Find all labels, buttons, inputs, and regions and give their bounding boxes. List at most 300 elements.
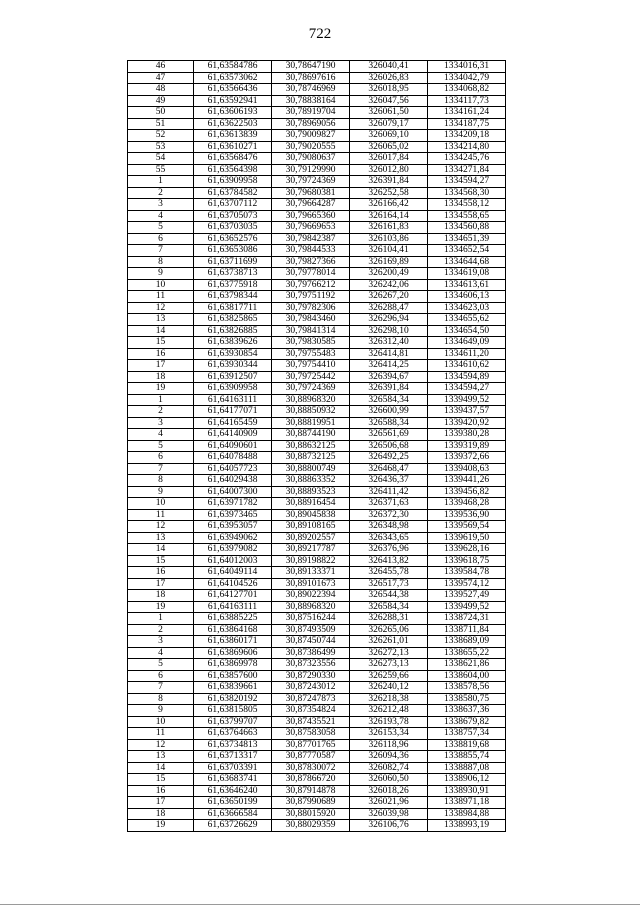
point-number-cell: 55 — [128, 164, 194, 176]
point-number-cell: 10 — [128, 716, 194, 728]
point-number-cell: 1 — [128, 176, 194, 188]
y-coordinate-cell: 1338930,91 — [428, 785, 506, 797]
x-coordinate-cell: 326082,74 — [350, 762, 428, 774]
longitude-cell: 30,79830585 — [272, 337, 350, 349]
x-coordinate-cell: 326103,86 — [350, 233, 428, 245]
point-number-cell: 6 — [128, 233, 194, 245]
point-number-cell: 15 — [128, 774, 194, 786]
point-number-cell: 47 — [128, 72, 194, 84]
latitude-cell: 61,63584786 — [194, 61, 272, 73]
longitude-cell: 30,78919704 — [272, 107, 350, 119]
x-coordinate-cell: 326018,95 — [350, 84, 428, 96]
table-row — [128, 544, 506, 556]
y-coordinate-cell: 1339584,78 — [428, 567, 506, 579]
latitude-cell: 61,63949062 — [194, 532, 272, 544]
longitude-cell: 30,88015920 — [272, 808, 350, 820]
x-coordinate-cell: 326193,78 — [350, 716, 428, 728]
x-coordinate-cell: 326348,98 — [350, 521, 428, 533]
x-coordinate-cell: 326104,41 — [350, 245, 428, 257]
table-row — [128, 199, 506, 211]
y-coordinate-cell: 1339527,49 — [428, 590, 506, 602]
x-coordinate-cell: 326261,01 — [350, 636, 428, 648]
longitude-cell: 30,78697616 — [272, 72, 350, 84]
x-coordinate-cell: 326436,37 — [350, 475, 428, 487]
point-number-cell: 3 — [128, 199, 194, 211]
longitude-cell: 30,88968320 — [272, 601, 350, 613]
latitude-cell: 61,63784582 — [194, 187, 272, 199]
latitude-cell: 61,63713317 — [194, 751, 272, 763]
longitude-cell: 30,79754410 — [272, 360, 350, 372]
table-row — [128, 141, 506, 153]
table-row — [128, 509, 506, 521]
table-row — [128, 314, 506, 326]
point-number-cell: 54 — [128, 153, 194, 165]
x-coordinate-cell: 326584,34 — [350, 394, 428, 406]
table-row — [128, 245, 506, 257]
longitude-cell: 30,87450744 — [272, 636, 350, 648]
latitude-cell: 61,63826885 — [194, 325, 272, 337]
table-row — [128, 325, 506, 337]
table-row — [128, 486, 506, 498]
y-coordinate-cell: 1334245,76 — [428, 153, 506, 165]
longitude-cell: 30,78838164 — [272, 95, 350, 107]
y-coordinate-cell: 1338604,00 — [428, 670, 506, 682]
longitude-cell: 30,89202557 — [272, 532, 350, 544]
point-number-cell: 19 — [128, 383, 194, 395]
latitude-cell: 61,64163111 — [194, 601, 272, 613]
table-row — [128, 590, 506, 602]
longitude-cell: 30,87243012 — [272, 682, 350, 694]
longitude-cell: 30,87701765 — [272, 739, 350, 751]
y-coordinate-cell: 1339319,89 — [428, 440, 506, 452]
table-row — [128, 532, 506, 544]
point-number-cell: 52 — [128, 130, 194, 142]
x-coordinate-cell: 326600,99 — [350, 406, 428, 418]
longitude-cell: 30,88819951 — [272, 417, 350, 429]
latitude-cell: 61,64104526 — [194, 578, 272, 590]
y-coordinate-cell: 1338855,74 — [428, 751, 506, 763]
y-coordinate-cell: 1334187,75 — [428, 118, 506, 130]
x-coordinate-cell: 326506,68 — [350, 440, 428, 452]
y-coordinate-cell: 1334655,62 — [428, 314, 506, 326]
longitude-cell: 30,87323556 — [272, 659, 350, 671]
point-number-cell: 9 — [128, 486, 194, 498]
table-row — [128, 670, 506, 682]
y-coordinate-cell: 1338679,82 — [428, 716, 506, 728]
longitude-cell: 30,79724369 — [272, 176, 350, 188]
point-number-cell: 14 — [128, 762, 194, 774]
table-row — [128, 95, 506, 107]
point-number-cell: 6 — [128, 452, 194, 464]
latitude-cell: 61,63566436 — [194, 84, 272, 96]
longitude-cell: 30,87914878 — [272, 785, 350, 797]
latitude-cell: 61,63726629 — [194, 820, 272, 832]
table-row — [128, 739, 506, 751]
table-row — [128, 84, 506, 96]
table-row — [128, 647, 506, 659]
point-number-cell: 1 — [128, 394, 194, 406]
latitude-cell: 61,63973465 — [194, 509, 272, 521]
point-number-cell: 10 — [128, 279, 194, 291]
y-coordinate-cell: 1339420,92 — [428, 417, 506, 429]
point-number-cell: 3 — [128, 636, 194, 648]
latitude-cell: 61,63666584 — [194, 808, 272, 820]
y-coordinate-cell: 1339441,26 — [428, 475, 506, 487]
longitude-cell: 30,78969056 — [272, 118, 350, 130]
point-number-cell: 12 — [128, 739, 194, 751]
y-coordinate-cell: 1338819,68 — [428, 739, 506, 751]
y-coordinate-cell: 1334568,30 — [428, 187, 506, 199]
longitude-cell: 30,88800749 — [272, 463, 350, 475]
point-number-cell: 16 — [128, 348, 194, 360]
table-row — [128, 578, 506, 590]
point-number-cell: 46 — [128, 61, 194, 73]
y-coordinate-cell: 1338757,34 — [428, 728, 506, 740]
y-coordinate-cell: 1339618,75 — [428, 555, 506, 567]
longitude-cell: 30,89133371 — [272, 567, 350, 579]
longitude-cell: 30,87354824 — [272, 705, 350, 717]
table-row — [128, 797, 506, 809]
y-coordinate-cell: 1334606,13 — [428, 291, 506, 303]
y-coordinate-cell: 1334644,68 — [428, 256, 506, 268]
y-coordinate-cell: 1334623,03 — [428, 302, 506, 314]
x-coordinate-cell: 326021,96 — [350, 797, 428, 809]
longitude-cell: 30,88893523 — [272, 486, 350, 498]
longitude-cell: 30,79827366 — [272, 256, 350, 268]
table-row — [128, 751, 506, 763]
y-coordinate-cell: 1334594,27 — [428, 383, 506, 395]
table-row — [128, 164, 506, 176]
table-row — [128, 61, 506, 73]
longitude-cell: 30,88863352 — [272, 475, 350, 487]
point-number-cell: 49 — [128, 95, 194, 107]
y-coordinate-cell: 1339628,16 — [428, 544, 506, 556]
x-coordinate-cell: 326017,84 — [350, 153, 428, 165]
latitude-cell: 61,64127701 — [194, 590, 272, 602]
x-coordinate-cell: 326218,38 — [350, 693, 428, 705]
table-row — [128, 233, 506, 245]
longitude-cell: 30,87435521 — [272, 716, 350, 728]
table-row — [128, 153, 506, 165]
y-coordinate-cell: 1334117,73 — [428, 95, 506, 107]
y-coordinate-cell: 1334209,18 — [428, 130, 506, 142]
longitude-cell: 30,79751192 — [272, 291, 350, 303]
point-number-cell: 15 — [128, 555, 194, 567]
latitude-cell: 61,63971782 — [194, 498, 272, 510]
x-coordinate-cell: 326492,25 — [350, 452, 428, 464]
y-coordinate-cell: 1334649,09 — [428, 337, 506, 349]
table-row — [128, 130, 506, 142]
y-coordinate-cell: 1334594,27 — [428, 176, 506, 188]
y-coordinate-cell: 1334613,61 — [428, 279, 506, 291]
coordinate-table-body — [128, 61, 506, 832]
table-row — [128, 440, 506, 452]
y-coordinate-cell: 1338971,18 — [428, 797, 506, 809]
x-coordinate-cell: 326118,96 — [350, 739, 428, 751]
latitude-cell: 61,63573062 — [194, 72, 272, 84]
table-row — [128, 394, 506, 406]
table-row — [128, 429, 506, 441]
longitude-cell: 30,88916454 — [272, 498, 350, 510]
y-coordinate-cell: 1334042,79 — [428, 72, 506, 84]
x-coordinate-cell: 326012,80 — [350, 164, 428, 176]
x-coordinate-cell: 326411,42 — [350, 486, 428, 498]
longitude-cell: 30,89022394 — [272, 590, 350, 602]
longitude-cell: 30,79664287 — [272, 199, 350, 211]
y-coordinate-cell: 1339372,66 — [428, 452, 506, 464]
y-coordinate-cell: 1338724,31 — [428, 613, 506, 625]
latitude-cell: 61,63799707 — [194, 716, 272, 728]
x-coordinate-cell: 326414,25 — [350, 360, 428, 372]
longitude-cell: 30,79129990 — [272, 164, 350, 176]
table-row — [128, 808, 506, 820]
point-number-cell: 5 — [128, 659, 194, 671]
latitude-cell: 61,63825865 — [194, 314, 272, 326]
x-coordinate-cell: 326517,73 — [350, 578, 428, 590]
latitude-cell: 61,63839661 — [194, 682, 272, 694]
x-coordinate-cell: 326079,17 — [350, 118, 428, 130]
x-coordinate-cell: 326200,49 — [350, 268, 428, 280]
y-coordinate-cell: 1338578,56 — [428, 682, 506, 694]
coordinate-table — [127, 60, 506, 832]
table-row — [128, 762, 506, 774]
point-number-cell: 16 — [128, 567, 194, 579]
y-coordinate-cell: 1339619,50 — [428, 532, 506, 544]
y-coordinate-cell: 1338906,12 — [428, 774, 506, 786]
point-number-cell: 14 — [128, 325, 194, 337]
latitude-cell: 61,63764663 — [194, 728, 272, 740]
x-coordinate-cell: 326288,47 — [350, 302, 428, 314]
point-number-cell: 9 — [128, 268, 194, 280]
point-number-cell: 6 — [128, 670, 194, 682]
x-coordinate-cell: 326047,56 — [350, 95, 428, 107]
latitude-cell: 61,64163111 — [194, 394, 272, 406]
y-coordinate-cell: 1338711,84 — [428, 624, 506, 636]
latitude-cell: 61,63775918 — [194, 279, 272, 291]
point-number-cell: 48 — [128, 84, 194, 96]
y-coordinate-cell: 1334068,82 — [428, 84, 506, 96]
point-number-cell: 11 — [128, 291, 194, 303]
y-coordinate-cell: 1339536,90 — [428, 509, 506, 521]
latitude-cell: 61,63839626 — [194, 337, 272, 349]
x-coordinate-cell: 326371,63 — [350, 498, 428, 510]
x-coordinate-cell: 326544,38 — [350, 590, 428, 602]
point-number-cell: 50 — [128, 107, 194, 119]
point-number-cell: 2 — [128, 624, 194, 636]
longitude-cell: 30,87247873 — [272, 693, 350, 705]
longitude-cell: 30,89198822 — [272, 555, 350, 567]
latitude-cell: 61,64090601 — [194, 440, 272, 452]
longitude-cell: 30,79841314 — [272, 325, 350, 337]
latitude-cell: 61,63646240 — [194, 785, 272, 797]
x-coordinate-cell: 326265,06 — [350, 624, 428, 636]
latitude-cell: 61,63738713 — [194, 268, 272, 280]
y-coordinate-cell: 1334558,65 — [428, 210, 506, 222]
table-row — [128, 107, 506, 119]
x-coordinate-cell: 326212,48 — [350, 705, 428, 717]
point-number-cell: 1 — [128, 613, 194, 625]
x-coordinate-cell: 326018,26 — [350, 785, 428, 797]
y-coordinate-cell: 1334560,88 — [428, 222, 506, 234]
table-row — [128, 72, 506, 84]
table-row — [128, 613, 506, 625]
latitude-cell: 61,63869606 — [194, 647, 272, 659]
latitude-cell: 61,63703391 — [194, 762, 272, 774]
point-number-cell: 7 — [128, 682, 194, 694]
table-row — [128, 176, 506, 188]
longitude-cell: 30,88968320 — [272, 394, 350, 406]
latitude-cell: 61,63650199 — [194, 797, 272, 809]
point-number-cell: 2 — [128, 406, 194, 418]
y-coordinate-cell: 1334558,12 — [428, 199, 506, 211]
y-coordinate-cell: 1338655,22 — [428, 647, 506, 659]
table-row — [128, 279, 506, 291]
table-row — [128, 716, 506, 728]
x-coordinate-cell: 326161,83 — [350, 222, 428, 234]
latitude-cell: 61,63860171 — [194, 636, 272, 648]
latitude-cell: 61,63568476 — [194, 153, 272, 165]
latitude-cell: 61,64057723 — [194, 463, 272, 475]
longitude-cell: 30,89045838 — [272, 509, 350, 521]
latitude-cell: 61,63734813 — [194, 739, 272, 751]
latitude-cell: 61,63817711 — [194, 302, 272, 314]
point-number-cell: 17 — [128, 360, 194, 372]
y-coordinate-cell: 1334271,84 — [428, 164, 506, 176]
y-coordinate-cell: 1338984,88 — [428, 808, 506, 820]
latitude-cell: 61,64029438 — [194, 475, 272, 487]
x-coordinate-cell: 326394,67 — [350, 371, 428, 383]
y-coordinate-cell: 1338887,08 — [428, 762, 506, 774]
point-number-cell: 13 — [128, 314, 194, 326]
table-row — [128, 268, 506, 280]
point-number-cell: 2 — [128, 187, 194, 199]
y-coordinate-cell: 1339456,82 — [428, 486, 506, 498]
table-row — [128, 337, 506, 349]
table-row — [128, 291, 506, 303]
table-row — [128, 785, 506, 797]
table-row — [128, 406, 506, 418]
latitude-cell: 61,63912507 — [194, 371, 272, 383]
longitude-cell: 30,87583058 — [272, 728, 350, 740]
x-coordinate-cell: 326584,34 — [350, 601, 428, 613]
longitude-cell: 30,88850932 — [272, 406, 350, 418]
longitude-cell: 30,87386499 — [272, 647, 350, 659]
x-coordinate-cell: 326259,66 — [350, 670, 428, 682]
latitude-cell: 61,63815805 — [194, 705, 272, 717]
latitude-cell: 61,63711699 — [194, 256, 272, 268]
x-coordinate-cell: 326273,13 — [350, 659, 428, 671]
table-row — [128, 774, 506, 786]
longitude-cell: 30,88632125 — [272, 440, 350, 452]
x-coordinate-cell: 326153,34 — [350, 728, 428, 740]
longitude-cell: 30,87830072 — [272, 762, 350, 774]
point-number-cell: 18 — [128, 808, 194, 820]
longitude-cell: 30,78746969 — [272, 84, 350, 96]
table-row — [128, 118, 506, 130]
longitude-cell: 30,79843460 — [272, 314, 350, 326]
x-coordinate-cell: 326061,50 — [350, 107, 428, 119]
y-coordinate-cell: 1334619,08 — [428, 268, 506, 280]
longitude-cell: 30,88732125 — [272, 452, 350, 464]
longitude-cell: 30,87990689 — [272, 797, 350, 809]
x-coordinate-cell: 326240,12 — [350, 682, 428, 694]
point-number-cell: 11 — [128, 509, 194, 521]
table-row — [128, 555, 506, 567]
latitude-cell: 61,63592941 — [194, 95, 272, 107]
x-coordinate-cell: 326069,10 — [350, 130, 428, 142]
x-coordinate-cell: 326166,42 — [350, 199, 428, 211]
table-row — [128, 222, 506, 234]
longitude-cell: 30,79724369 — [272, 383, 350, 395]
latitude-cell: 61,63613839 — [194, 130, 272, 142]
x-coordinate-cell: 326169,89 — [350, 256, 428, 268]
x-coordinate-cell: 326106,76 — [350, 820, 428, 832]
table-row — [128, 348, 506, 360]
longitude-cell: 30,88744190 — [272, 429, 350, 441]
longitude-cell: 30,79844533 — [272, 245, 350, 257]
table-row — [128, 693, 506, 705]
y-coordinate-cell: 1339499,52 — [428, 601, 506, 613]
table-row — [128, 187, 506, 199]
table-row — [128, 256, 506, 268]
x-coordinate-cell: 326094,36 — [350, 751, 428, 763]
y-coordinate-cell: 1338621,86 — [428, 659, 506, 671]
point-number-cell: 3 — [128, 417, 194, 429]
point-number-cell: 8 — [128, 256, 194, 268]
longitude-cell: 30,79009827 — [272, 130, 350, 142]
y-coordinate-cell: 1338689,09 — [428, 636, 506, 648]
point-number-cell: 8 — [128, 693, 194, 705]
x-coordinate-cell: 326455,78 — [350, 567, 428, 579]
table-row — [128, 498, 506, 510]
y-coordinate-cell: 1334652,54 — [428, 245, 506, 257]
longitude-cell: 30,87866720 — [272, 774, 350, 786]
point-number-cell: 5 — [128, 440, 194, 452]
table-row — [128, 820, 506, 832]
latitude-cell: 61,63885225 — [194, 613, 272, 625]
table-row — [128, 567, 506, 579]
table-row — [128, 705, 506, 717]
latitude-cell: 61,63864168 — [194, 624, 272, 636]
latitude-cell: 61,63930854 — [194, 348, 272, 360]
point-number-cell: 53 — [128, 141, 194, 153]
x-coordinate-cell: 326468,47 — [350, 463, 428, 475]
longitude-cell: 30,79755483 — [272, 348, 350, 360]
longitude-cell: 30,79842387 — [272, 233, 350, 245]
x-coordinate-cell: 326391,84 — [350, 383, 428, 395]
longitude-cell: 30,79766212 — [272, 279, 350, 291]
y-coordinate-cell: 1334161,24 — [428, 107, 506, 119]
point-number-cell: 9 — [128, 705, 194, 717]
x-coordinate-cell: 326065,02 — [350, 141, 428, 153]
table-row — [128, 302, 506, 314]
x-coordinate-cell: 326561,69 — [350, 429, 428, 441]
latitude-cell: 61,64177071 — [194, 406, 272, 418]
point-number-cell: 17 — [128, 797, 194, 809]
point-number-cell: 11 — [128, 728, 194, 740]
latitude-cell: 61,63606193 — [194, 107, 272, 119]
point-number-cell: 8 — [128, 475, 194, 487]
point-number-cell: 14 — [128, 544, 194, 556]
table-row — [128, 624, 506, 636]
longitude-cell: 30,79665360 — [272, 210, 350, 222]
point-number-cell: 17 — [128, 578, 194, 590]
x-coordinate-cell: 326372,30 — [350, 509, 428, 521]
point-number-cell: 5 — [128, 222, 194, 234]
x-coordinate-cell: 326312,40 — [350, 337, 428, 349]
longitude-cell: 30,79782306 — [272, 302, 350, 314]
page-number: 722 — [308, 26, 332, 42]
